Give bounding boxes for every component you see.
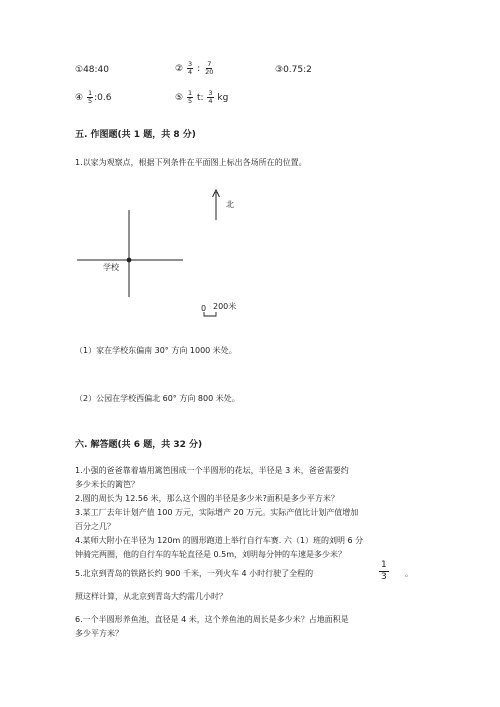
sub-question-1: （1）家在学校东偏南 30° 方向 1000 米处。 (75, 346, 237, 355)
question-3-line-2: 百分之几？ (75, 522, 115, 531)
question-1-line-1: 1.小强的爸爸靠着墙用篱笆围成一个半圆形的花坛，半径是 3 米，爸爸需要约 (75, 466, 349, 475)
question-2: 2.圆的周长为 12.56 米，那么这个圆的半径是多少米?面积是多少平方米？ (75, 494, 339, 503)
sub-question-2: （2）公园在学校西偏北 60° 方向 800 米处。 (75, 394, 240, 403)
section-title-drawing: 五. 作图题(共 1 题，共 8 分) (75, 130, 196, 140)
question-5-line-2: 照这样计算，从北京到青岛大约需几小时？ (75, 592, 227, 601)
question-3-line-1: 3.某工厂去年计划产值 100 万元，实际增产 20 万元。实际产值比计划产值增加 (75, 508, 359, 517)
scale-zero-label: 0 (201, 304, 207, 313)
ratio-item-3: ③0.75:2 (275, 65, 312, 75)
fraction: $\frac{7}{20}$ (205, 60, 214, 76)
ratio-item-1: ①48:40 (75, 65, 110, 75)
ratio-item-5: ⑤ $\frac{1}{5}$ t: $\frac{3}{4}$ kg (175, 89, 229, 105)
question-4-line-1: 4.某师大附小在半径为 120m 的圆形跑道上举行自行车赛. 六（1）班的刘明 6 分 (75, 536, 364, 545)
question-5-end: 。 (405, 569, 413, 578)
ratio-item-2: ② $\frac{3}{4}$ : $\frac{7}{20}$ (175, 60, 214, 76)
section-title-answers: 六. 解答题(共 6 题，共 32 分) (75, 440, 203, 450)
scale-value-label: 200米 (213, 302, 237, 311)
fraction: $\frac{3}{4}$ (208, 89, 213, 105)
fraction: $\frac{3}{4}$ (187, 60, 193, 76)
ratio-marker: ② (175, 64, 184, 74)
school-point (127, 258, 132, 263)
question-4-line-2: 钟骑完两圈，他的自行车的车轮直径是 0.5m，刘明每分钟的车速是多少米？ (75, 550, 347, 559)
fraction: $\frac{1}{5}$ (87, 89, 93, 105)
question-text: 1.以家为观察点，根据下列条件在平面图上标出各场所在的位置。 (75, 158, 307, 167)
question-6-line-1: 6.一个半圆形养鱼池，直径是 4 米，这个养鱼池的周长是多少米？占地面积是 (75, 615, 349, 624)
fraction: $\frac{1}{5}$ (187, 89, 193, 105)
question-5-fraction: $\frac{1}{3}$ (381, 560, 387, 582)
school-label: 学校 (103, 263, 119, 272)
north-label: 北 (226, 200, 234, 209)
ratio-item-4: ④ $\frac{1}{5}$ :0.6 (75, 89, 112, 105)
question-1-line-2: 多少米长的篱笆？ (75, 480, 139, 489)
question-5-line-1: 5.北京到青岛的铁路长约 900 千米，一列火车 4 小时行驶了全程的 (75, 569, 314, 578)
question-6-line-2: 多少平方米？ (75, 629, 123, 638)
map-diagram (70, 185, 270, 320)
